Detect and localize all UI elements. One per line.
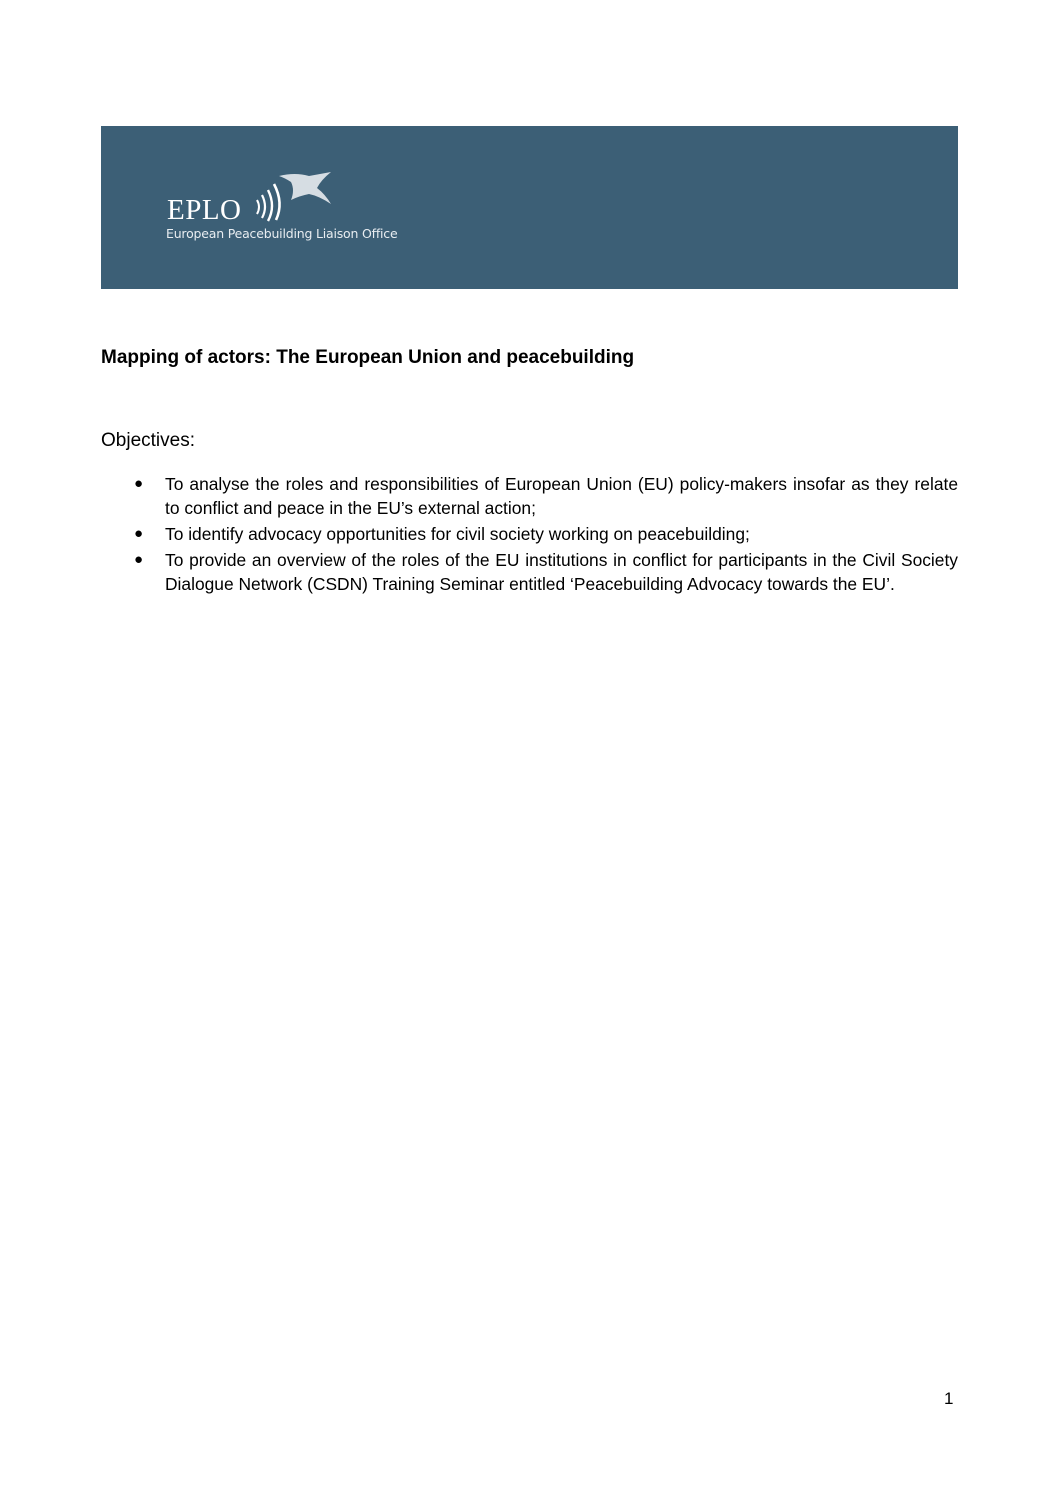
header-banner: [101, 126, 958, 289]
list-item-text: To analyse the roles and responsibilities of European Union (EU) policy-makers insofar as they relate to conflict and peace in the EU’s external action;: [165, 474, 958, 518]
bullet-icon: ●: [134, 525, 144, 542]
list-item: [134, 472, 958, 520]
logo-tagline: European Peacebuilding Liaison Office: [166, 226, 398, 241]
objectives-list: [134, 472, 958, 598]
list-item-text: To provide an overview of the roles of the EU institutions in conflict for participants in the Civil Society Dialogue Network (CSDN) Training Seminar entitled ‘Peacebuilding Advocacy towards the EU’.: [165, 550, 958, 594]
list-item-text: To identify advocacy opportunities for civil society working on peacebuilding;: [165, 524, 750, 544]
list-item: [134, 548, 958, 596]
logo-wordmark: EPLO: [167, 194, 242, 226]
bullet-icon: ●: [134, 551, 144, 568]
page-title: Mapping of actors: The European Union and peacebuilding: [101, 347, 635, 368]
bullet-icon: ●: [134, 475, 144, 492]
objectives-heading: Objectives:: [101, 430, 195, 451]
bird-emblem-icon: [251, 170, 335, 222]
list-item: [134, 522, 958, 546]
page-number: 1: [944, 1389, 954, 1408]
